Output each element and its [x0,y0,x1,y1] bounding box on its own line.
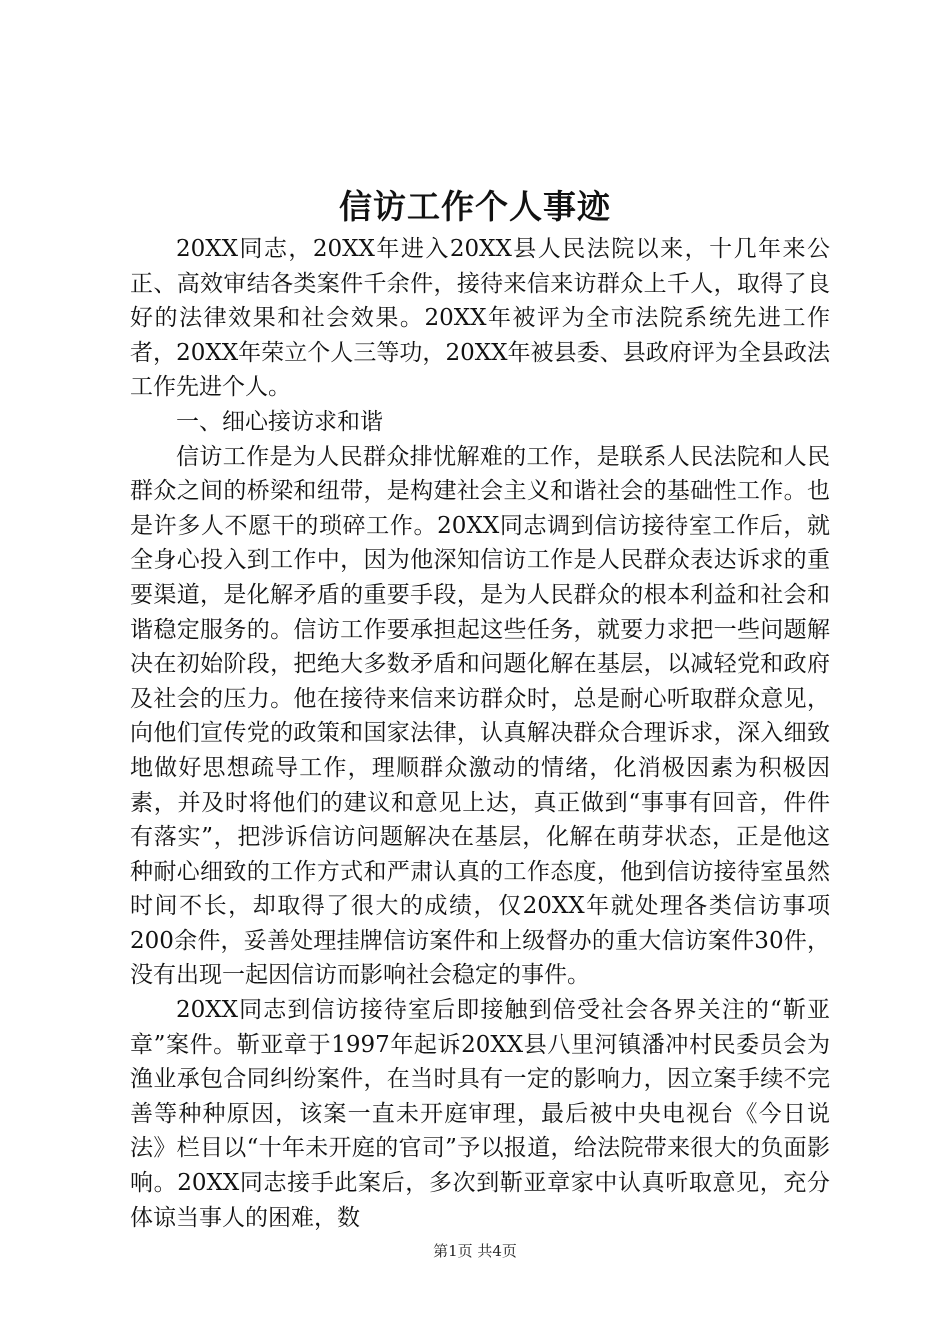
paragraph-intro: 20XX同志，20XX年进入20XX县人民法院以来，十几年来公正、高效审结各类案件千余件，接待来信来访群众上千人，取得了良好的法律效果和社会效果。20XX年被评为全市法院系统先进工作者，20XX年荣立个人三等功，20XX年被县委、县政府评为全县政法工作先进个人。 [130,236,830,401]
document-body [130,232,830,1235]
paragraph-section-1: 信访工作是为人民群众排忧解难的工作，是联系人民法院和人民群众之间的桥梁和纽带，是构建社会主义和谐社会的基础性工作。也是许多人不愿干的琐碎工作。20XX同志调到信访接待室工作后，就全身心投入到工作中，因为他深知信访工作是人民群众表达诉求的重要渠道，是化解矛盾的重要手段，是为人民群众的根本利益和社会和谐稳定服务的。信访工作要承担起这些任务，就要力求把一些问题解决在初始阶段，把绝大多数矛盾和问题化解在基层，以减轻党和政府及社会的压力。他在接待来信来访群众时，总是耐心听取群众意见，向他们宣传党的政策和国家法律，认真解决群众合理诉求，深入细致地做好思想疏导工作，理顺群众激动的情绪，化消极因素为积极因素，并及时将他们的建议和意见上达，真正做到“事事有回音，件件有落实”，把涉诉信访问题解决在基层，化解在萌芽状态，正是他这种耐心细致的工作方式和严肃认真的工作态度，他到信访接待室虽然时间不长，却取得了很大的成绩，仅20XX年就处理各类信访事项200余件，妥善处理挂牌信访案件和上级督办的重大信访案件30件，没有出现一起因信访而影响社会稳定的事件。 [130,443,830,989]
page-footer: 第1页 共4页 [433,1242,517,1260]
paragraph-case: 20XX同志到信访接待室后即接触到倍受社会各界关注的“靳亚章”案件。靳亚章于1997年起诉20XX县八里河镇潘冲村民委员会为渔业承包合同纠纷案件，在当时具有一定的影响力，因立案手续不完善等种种原因，该案一直未开庭审理，最后被中央电视台《今日说法》栏目以“十年未开庭的官司”予以报道，给法院带来很大的负面影响。20XX同志接手此案后，多次到靳亚章家中认真听取意见，充分体谅当事人的困难，数 [130,997,830,1231]
section-heading-1: 一、细心接访求和谐 [176,408,383,435]
document-title: 信访工作个人事迹 [339,187,611,226]
